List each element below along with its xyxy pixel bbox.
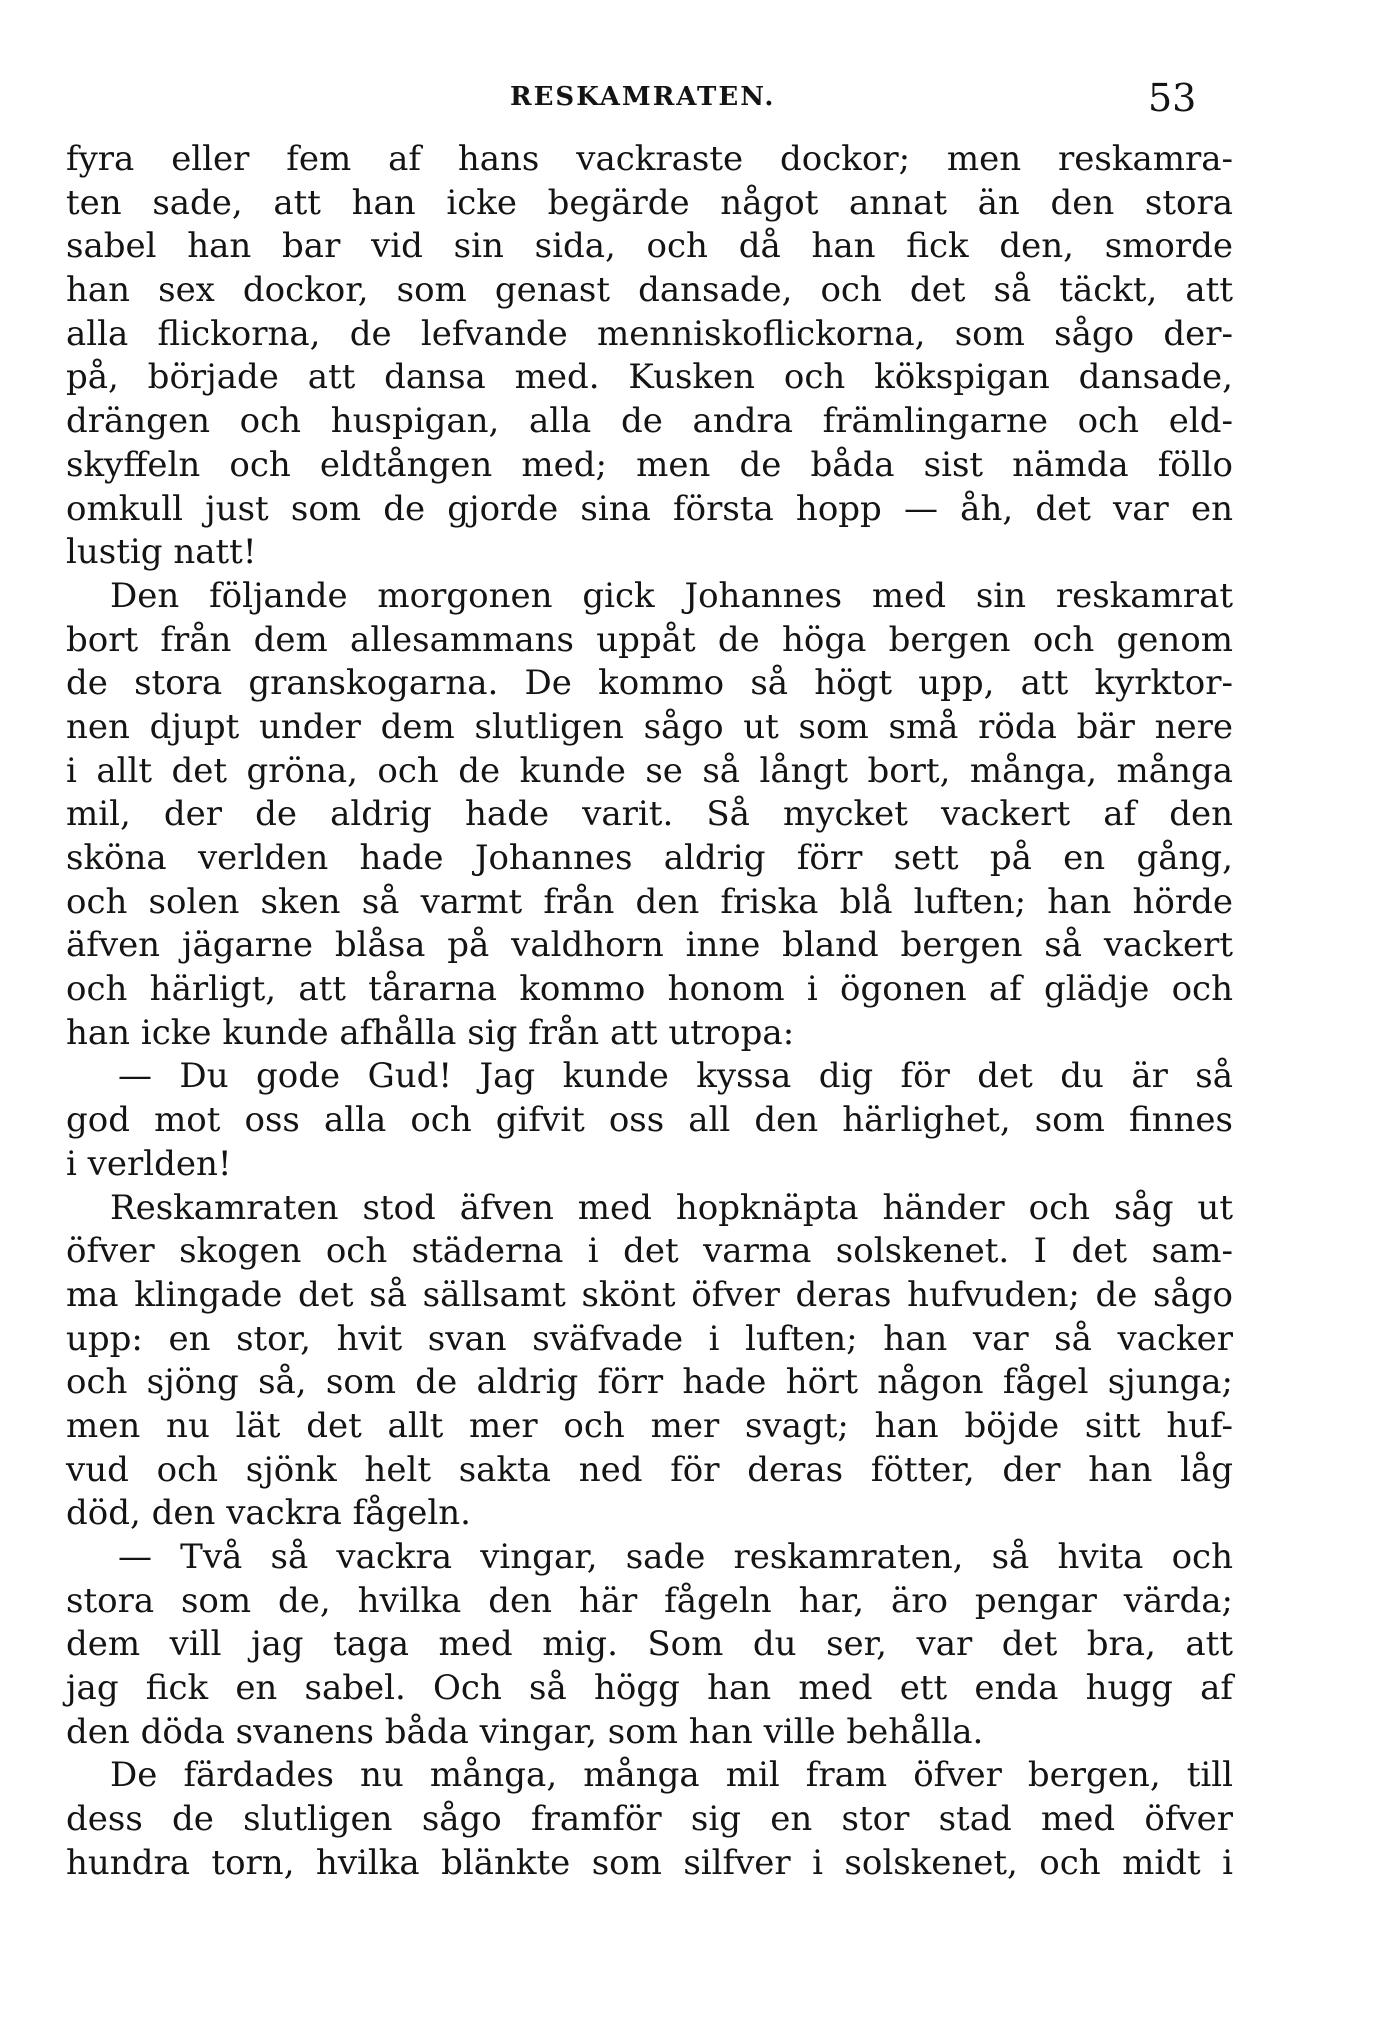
text-line: han icke kunde afhålla sig från att utropa: [66,1012,795,1053]
text-line: lustig natt! [66,532,257,573]
text-line: ten sade, att han icke begärde något annat än den stora [66,182,1233,223]
text-line: omkull just som de gjorde sina första hopp — åh, det var en [66,488,1233,529]
text-line: äfven jägarne blåsa på valdhorn inne bland bergen så vackert [66,925,1233,966]
text-line: vud och sjönk helt sakta ned för deras fötter, der han låg [66,1449,1233,1490]
text-line: dem vill jag taga med mig. Som du ser, var det bra, att [66,1624,1233,1665]
text-line: död, den vackra fågeln. [66,1493,471,1534]
text-line: alla flickorna, de lefvande menniskoflickorna, som sågo der- [66,313,1233,354]
text-line: sköna verlden hade Johannes aldrig förr sett på en gång, [66,838,1233,878]
paragraph-start-line: Den följande morgonen gick Johannes med sin reskamrat [110,575,1233,616]
text-line: jag fick en sabel. Och så högg han med ett enda hugg af [66,1668,1233,1709]
dialogue-line: — Du gode Gud! Jag kunde kyssa dig för det du är så [118,1056,1233,1097]
text-line: fyra eller fem af hans vackraste dockor; men reskamra- [66,139,1233,179]
text-line: men nu lät det allt mer och mer svagt; han böjde sitt huf- [66,1405,1233,1446]
text-line: sabel han bar vid sin sida, och då han fick den, smorde [66,226,1233,267]
running-title: RESKAMRATEN. [510,82,776,112]
text-line: drängen och huspigan, alla de andra främlingarne och eld- [66,401,1233,442]
paragraph-start-line: De färdades nu många, många mil fram öfver bergen, till [110,1755,1233,1796]
text-line: i allt det gröna, och de kunde se så långt bort, många, många [66,750,1233,791]
text-line: och härligt, att tårarna kommo honom i ögonen af glädje och [66,969,1233,1010]
text-line: nen djupt under dem slutligen sågo ut som små röda bär nere [66,706,1233,747]
text-line: mil, der de aldrig hade varit. Så mycket vackert af den [66,794,1233,835]
text-line: öfver skogen och städerna i det varma solskenet. I det sam- [66,1231,1233,1272]
text-line: upp: en stor, hvit svan sväfvade i luften; han var så vacker [66,1318,1233,1359]
body-text [66,138,1233,1886]
text-line: den döda svanens båda vingar, som han ville behålla. [66,1711,984,1752]
text-line: de stora granskogarna. De kommo så högt upp, att kyrktor- [66,663,1233,704]
text-line: bort från dem allesammans uppåt de höga bergen och genom [66,619,1233,660]
text-line: och solen sken så varmt från den friska blå luften; han hörde [66,881,1233,922]
text-line: god mot oss alla och gifvit oss all den härlighet, som finnes [66,1100,1233,1141]
paragraph-start-line: Reskamraten stod äfven med hopknäpta händer och såg ut [110,1187,1233,1228]
text-line: och sjöng så, som de aldrig förr hade hört någon fågel sjunga; [66,1362,1233,1403]
text-line: skyffeln och eldtången med; men de båda sist nämda föllo [66,444,1233,485]
text-line: på, började att dansa med. Kusken och kökspigan dansade, [66,357,1233,398]
dialogue-line: — Två så vackra vingar, sade reskamraten, så hvita och [118,1537,1233,1577]
text-line: stora som de, hvilka den här fågeln har, äro pengar värda; [66,1580,1233,1621]
text-line: ma klingade det så sällsamt skönt öfver deras hufvuden; de sågo [66,1274,1233,1315]
text-line: dess de slutligen sågo framför sig en stor stad med öfver [66,1799,1233,1840]
text-line: han sex dockor, som genast dansade, och det så täckt, att [66,270,1233,311]
text-line: hundra torn, hvilka blänkte som silfver i solskenet, och midt i [66,1842,1233,1883]
page-number: 53 [1148,76,1197,120]
text-line: i verlden! [66,1143,232,1184]
